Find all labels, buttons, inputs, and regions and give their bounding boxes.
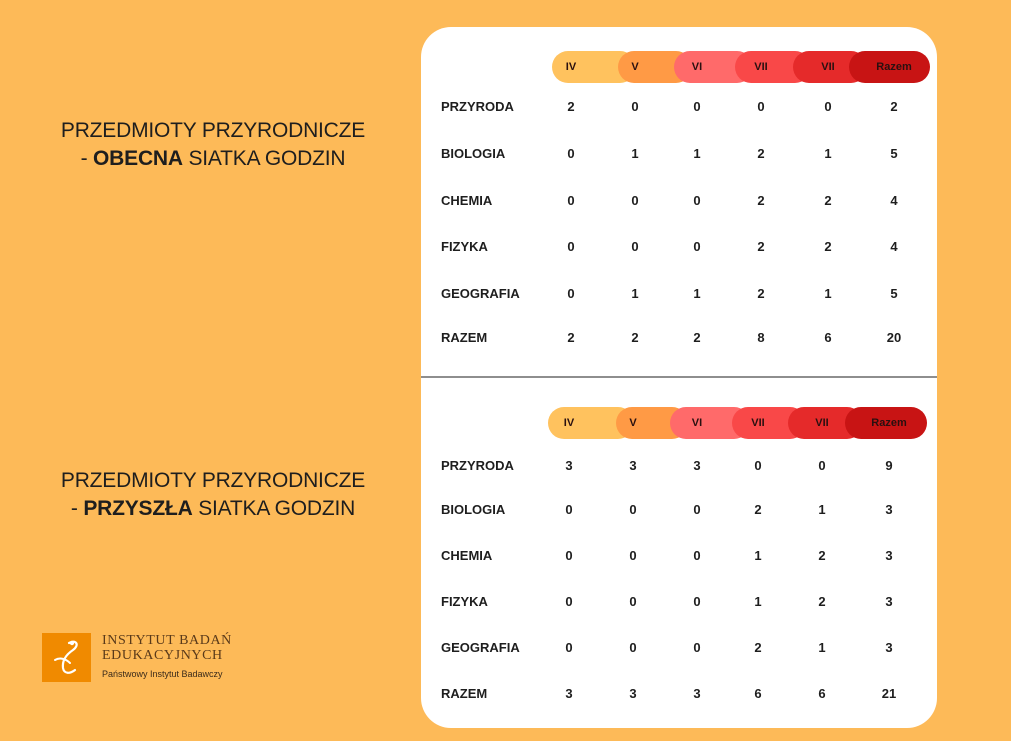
column-header-label: V [629,417,637,429]
table-cell: 1 [754,548,762,563]
heading-future-prefix: - [70,497,84,520]
table-cell: 1 [754,594,762,609]
table-cell: 0 [693,640,701,655]
table-cell: 6 [824,330,832,345]
table-cell: 2 [824,193,832,208]
table-cell: 2 [757,239,765,254]
logo-name [102,633,232,663]
row-label: RAZEM [441,330,488,345]
column-header-band [552,51,930,83]
table-cell: 0 [693,548,701,563]
table-cell: 3 [885,640,893,655]
column-header-label: VI [691,417,703,429]
heading-current-prefix: - [80,147,94,170]
table-cell: 0 [693,594,701,609]
table-row-razem [421,686,937,706]
table-cell: 0 [567,193,575,208]
table-cell: 3 [693,458,701,473]
row-label: CHEMIA [441,548,493,563]
table-cell: 0 [629,640,637,655]
table-row-geografia [421,640,937,660]
table-cell: 2 [567,330,575,345]
table-cell: 0 [693,193,701,208]
table-cell: 2 [757,146,765,161]
column-header-label: VII [821,61,835,73]
table-cell: 20 [886,330,902,345]
table-cell: 1 [818,640,826,655]
table-cell: 0 [631,193,639,208]
table-cell: 2 [567,99,575,114]
table-cell: 4 [890,193,898,208]
table-cell: 3 [885,502,893,517]
table-cell: 6 [818,686,826,701]
table-cell: 3 [885,594,893,609]
table-cell: 4 [890,239,898,254]
table-row-przyroda [421,99,937,119]
table-row-biologia [421,146,937,166]
table-cell: 0 [631,239,639,254]
table-cell: 2 [818,548,826,563]
table-cell: 2 [631,330,639,345]
table-divider [421,376,937,378]
row-label: BIOLOGIA [441,146,506,161]
column-header-label: VI [691,61,703,73]
table-cell: 0 [693,239,701,254]
table-cell: 1 [631,146,639,161]
table-cell: 0 [629,594,637,609]
table-cell: 2 [757,193,765,208]
table-cell: 5 [890,146,898,161]
table-row-chemia [421,548,937,568]
table-cell: 3 [885,548,893,563]
table-cell: 2 [757,286,765,301]
table-cell: 21 [881,686,897,701]
column-header-label: VII [754,61,768,73]
table-row-fizyka [421,594,937,614]
table-cell: 3 [565,686,573,701]
heading-current-suffix: SIATKA GODZIN [182,147,346,170]
table-cell: 3 [693,686,701,701]
table-cell: 0 [818,458,826,473]
logo-subtitle: Państwowy Instytut Badawczy [102,669,223,679]
table-cell: 1 [824,146,832,161]
table-cell: 0 [567,146,575,161]
column-header-label: Razem [876,61,912,73]
table-cell: 0 [565,640,573,655]
table-cell: 0 [567,239,575,254]
column-header-razem [845,407,927,439]
column-header-label: V [631,61,639,73]
column-header-label: VII [815,417,829,429]
column-header-label: VII [751,417,765,429]
row-label: FIZYKA [441,239,488,254]
heading-future-line1: PRZEDMIOTY PRZYRODNICZE [60,469,366,492]
table-cell: 6 [754,686,762,701]
table-row-fizyka [421,239,937,259]
table-cell: 9 [885,458,893,473]
table-cell: 0 [629,502,637,517]
table-cell: 0 [754,458,762,473]
heading-current-line2 [28,145,398,173]
heading-current-line1: PRZEDMIOTY PRZYRODNICZE [60,119,366,142]
table-cell: 3 [629,458,637,473]
table-cell: 0 [631,99,639,114]
table-cell: 0 [629,548,637,563]
heading-current-schedule [28,117,398,173]
table-cell: 0 [567,286,575,301]
heading-future-schedule [28,467,398,523]
row-label: PRZYRODA [441,458,514,473]
table-cell: 3 [565,458,573,473]
column-header-label: IV [565,61,577,73]
column-header-band [548,407,927,439]
table-cell: 1 [631,286,639,301]
table-row-geografia [421,286,937,306]
table-cell: 2 [754,640,762,655]
row-label: GEOGRAFIA [441,286,520,301]
table-cell: 0 [565,548,573,563]
heading-current-emphasis: OBECNA [93,147,183,170]
table-cell: 3 [629,686,637,701]
table-row-biologia [421,502,937,522]
table-cell: 1 [693,146,701,161]
logo-name-line1: INSTYTUT BADAŃ [102,633,232,648]
column-header-label: IV [563,417,575,429]
row-label: BIOLOGIA [441,502,506,517]
table-cell: 2 [693,330,701,345]
table-cell: 0 [757,99,765,114]
table-row-razem [421,330,937,350]
table-cell: 1 [824,286,832,301]
table-row-przyroda [421,458,937,478]
column-header-razem [849,51,930,83]
table-cell: 0 [693,99,701,114]
table-cell: 8 [757,330,765,345]
heading-future-emphasis: PRZYSZŁA [83,497,193,520]
table-cell: 0 [824,99,832,114]
table-cell: 0 [565,594,573,609]
ibe-logo [42,633,282,685]
table-cell: 2 [754,502,762,517]
logo-name-line2: EDUKACYJNYCH [102,648,223,663]
ibe-logo-mark-icon [42,633,91,682]
table-cell: 1 [818,502,826,517]
row-label: PRZYRODA [441,99,514,114]
table-cell: 2 [824,239,832,254]
column-header-label: Razem [871,417,907,429]
table-cell: 1 [693,286,701,301]
row-label: CHEMIA [441,193,493,208]
table-cell: 2 [890,99,898,114]
heading-future-line2 [28,495,398,523]
table-cell: 5 [890,286,898,301]
table-cell: 0 [693,502,701,517]
table-row-chemia [421,193,937,213]
row-label: RAZEM [441,686,488,701]
schedule-panel [421,27,937,728]
table-cell: 0 [565,502,573,517]
heading-future-suffix: SIATKA GODZIN [192,497,356,520]
row-label: FIZYKA [441,594,488,609]
table-cell: 2 [818,594,826,609]
row-label: GEOGRAFIA [441,640,520,655]
